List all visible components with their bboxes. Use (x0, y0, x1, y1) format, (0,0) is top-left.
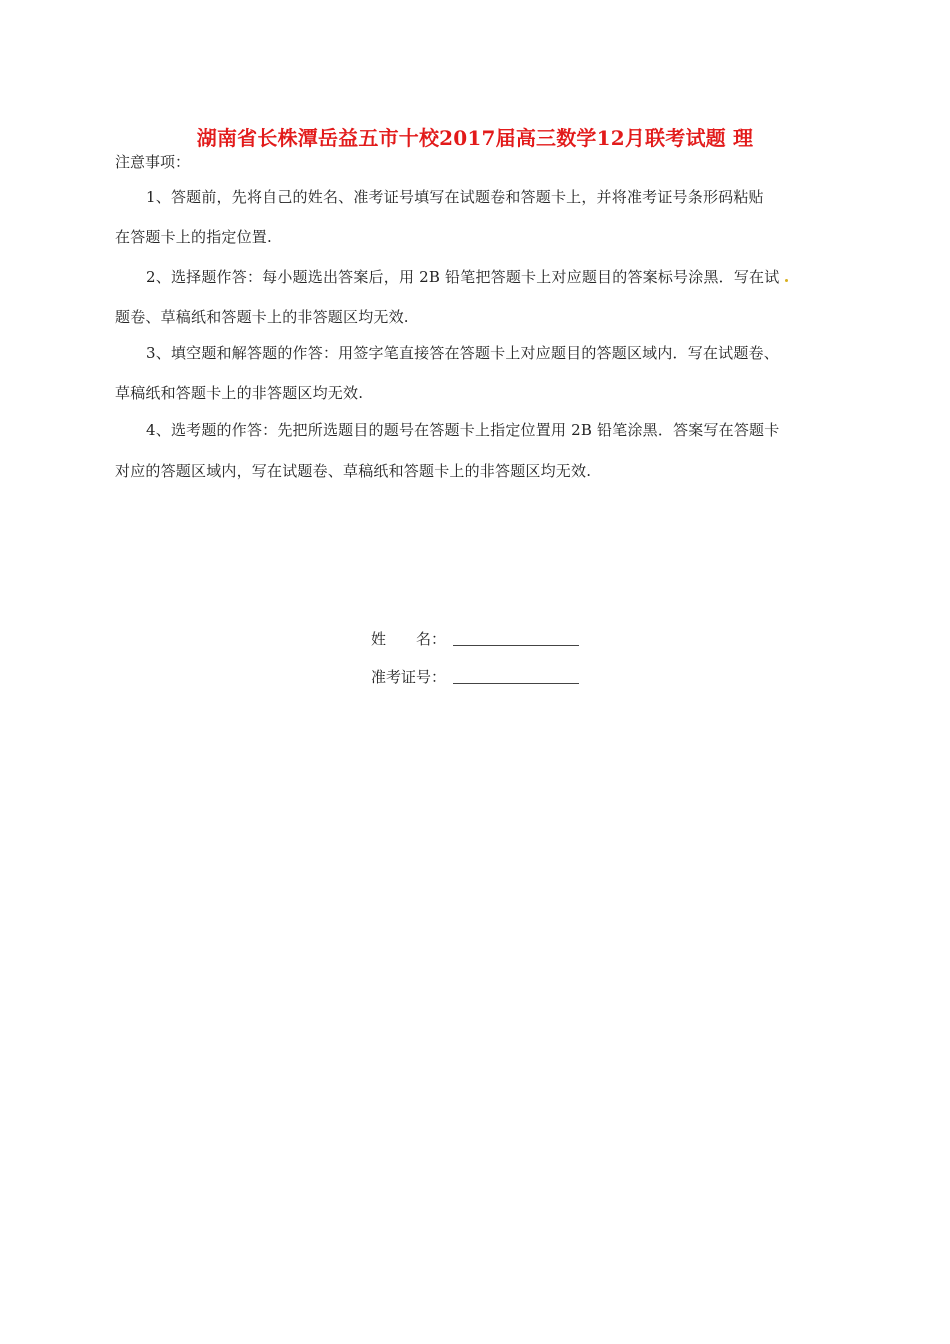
notice-item-3-line-1: 3、填空题和解答题的作答：用签字笔直接答在答题卡上对应题目的答题区域内．写在试题卷、 (146, 344, 779, 362)
notice-item-1-line-1: 1、答题前，先将自己的姓名、准考证号填写在试题卷和答题卡上，并将准考证号条形码粘贴 (146, 188, 764, 206)
notice-item-1-line-2: 在答题卡上的指定位置. (115, 228, 272, 246)
exam-id-field-label: 准考证号： (371, 668, 447, 686)
document-title: 湖南省长株潭岳益五市十校2017届高三数学12月联考试题 理 (196, 126, 754, 150)
candidate-info-fields (371, 628, 579, 704)
notice-item-4-line-1: 4、选考题的作答：先把所选题目的题号在答题卡上指定位置用 2B 铅笔涂黑．答案写在答题卡 (146, 421, 780, 439)
exam-id-blank-line[interactable] (453, 666, 579, 684)
name-field-row (371, 628, 579, 666)
notice-item-2-line-1: 2、选择题作答：每小题选出答案后，用 2B 铅笔把答题卡上对应题目的答案标号涂黑．写在试 (146, 268, 780, 286)
notice-item-2-line-2: 题卷、草稿纸和答题卡上的非答题区均无效. (115, 308, 409, 326)
name-blank-line[interactable] (453, 628, 579, 646)
notice-item-4-line-2: 对应的答题区域内，写在试题卷、草稿纸和答题卡上的非答题区均无效. (115, 462, 592, 480)
name-field-label: 姓 名： (371, 630, 447, 648)
notice-item-3-line-2: 草稿纸和答题卡上的非答题区均无效. (115, 384, 364, 402)
notice-heading: 注意事项： (115, 153, 191, 171)
exam-id-field-row (371, 666, 579, 704)
stray-mark-dot (785, 279, 788, 282)
